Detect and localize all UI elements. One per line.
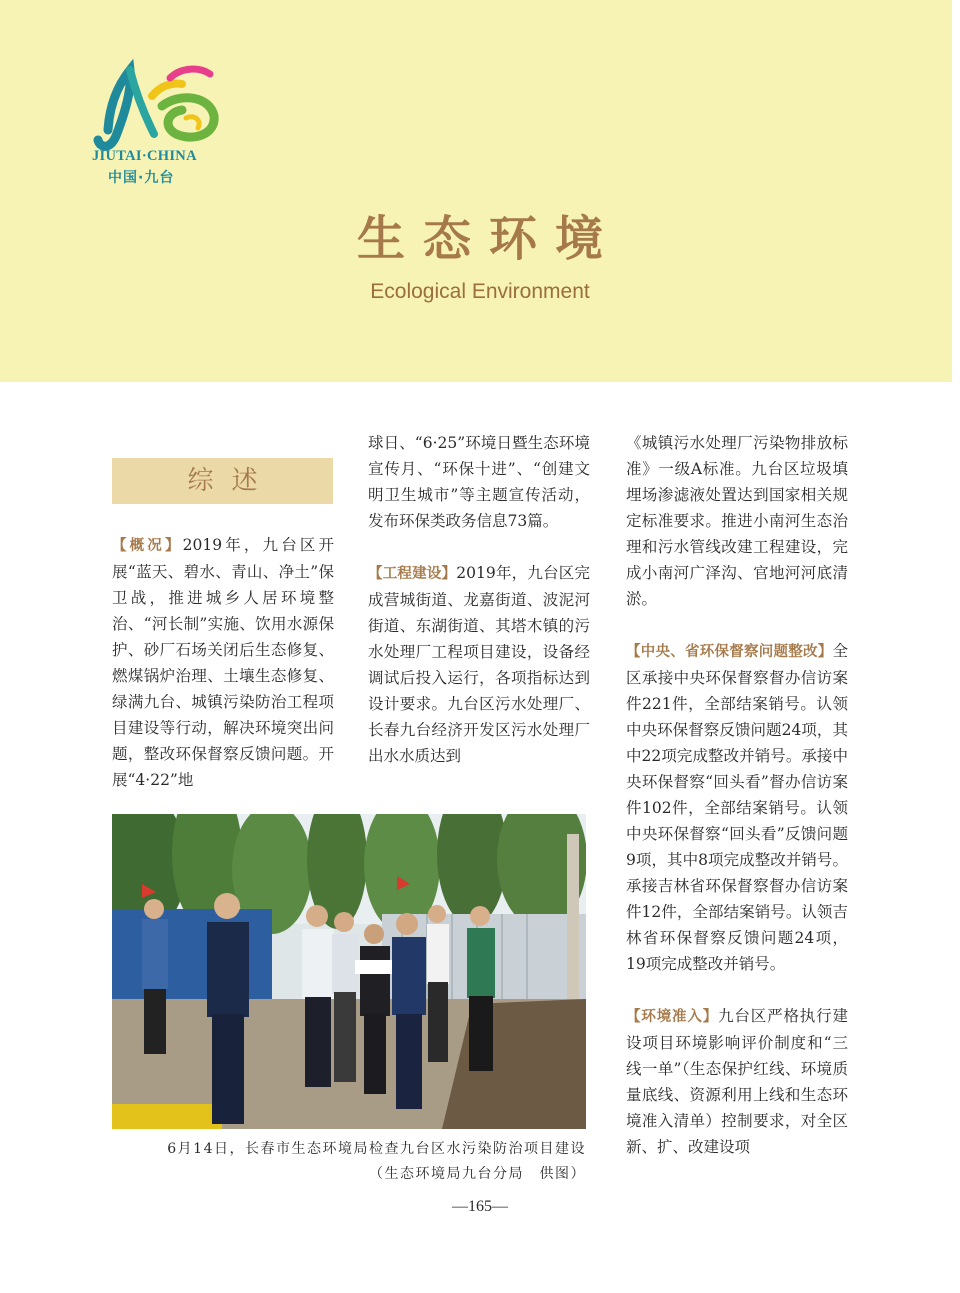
- paragraph-continued: [626, 430, 848, 612]
- photo-credit: （生态环境局九台分局 供图）: [369, 1166, 586, 1182]
- paragraph-tag: 【中央、省环保督察问题整改】: [626, 644, 833, 660]
- paragraph-text: 球日、“6·25”环境日暨生态环境宣传月、“环保十进”、“创建文明卫生城市”等主题宣传活动，发布环保类政务信息73篇。: [368, 434, 590, 530]
- section-heading: 综述: [112, 458, 333, 504]
- paragraph-tag: 【工程建设】: [368, 566, 457, 582]
- text-column-2: [368, 430, 590, 769]
- paragraph-continued: [368, 430, 590, 534]
- photo-caption: 6月14日，长春市生态环境局检查九台区水污染防治项目建设: [167, 1141, 586, 1157]
- page-title: 生态环境: [356, 211, 621, 267]
- logo-chinese-text: 中国·九台: [108, 170, 175, 186]
- page-number: —165—: [452, 1198, 508, 1215]
- paragraph-access: [626, 1003, 848, 1160]
- paragraph-text: 《城镇污水处理厂污染物排放标准》一级A标准。九台区垃圾填埋场渗滤液处置达到国家相关规定标准要求。推进小南河生态治理和污水管线改建工程建设，完成小南河广泽沟、官地河河底清淤。: [626, 434, 848, 608]
- paragraph-text: 九台区严格执行建设项目环境影响评价制度和“三线一单”（生态保护红线、环境质量底线、资源利用上线和生态环境准入清单）控制要求，对全区新、扩、改建设项: [626, 1007, 848, 1156]
- paragraph-text: 2019年，九台区完成营城街道、龙嘉街道、波泥河街道、东湖街道、其塔木镇的污水处理厂工程项目建设，设备经调试后投入运行，各项指标达到设计要求。九台区污水处理厂、长春九台经济开发区污水处理厂出水水质达到: [368, 564, 591, 765]
- page-subtitle: Ecological Environment: [370, 280, 590, 303]
- logo-english-text: JIUTAI·CHINA: [92, 148, 197, 164]
- text-column-1: [112, 532, 334, 793]
- inspection-photo: [112, 814, 586, 1129]
- text-column-3: [626, 430, 848, 1160]
- paragraph-inspection: [626, 638, 848, 977]
- paragraph-overview: [112, 532, 334, 793]
- paragraph-tag: 【环境准入】: [626, 1009, 719, 1025]
- paragraph-tag: 【概况】: [112, 538, 183, 554]
- paragraph-text: 全区承接中央环保督察督办信访案件221件，全部结案销号。认领中央环保督察反馈问题24项，其中22项完成整改并销号。承接中央环保督察“回头看”督办信访案件102件，全部结案销号。认领中央环保督察“回头看”反馈问题9项，其中8项完成整改并销号。承接吉林省环保督察督办信访案件12件，全部结案销号。认领吉林省环保督察反馈问题24项，19项完成整改并销号。: [626, 642, 848, 973]
- paragraph-construction: [368, 560, 590, 769]
- paragraph-text: 2019年，九台区开展“蓝天、碧水、青山、净土”保卫战，推进城乡人居环境整治、“河长制”实施、饮用水源保护、砂厂石场关闭后生态修复、燃煤锅炉治理、土壤生态修复、绿满九台、城镇污染防治工程项目建设等行动，解决环境突出问题，整改环保督察反馈问题。开展“4·22”地: [112, 536, 334, 789]
